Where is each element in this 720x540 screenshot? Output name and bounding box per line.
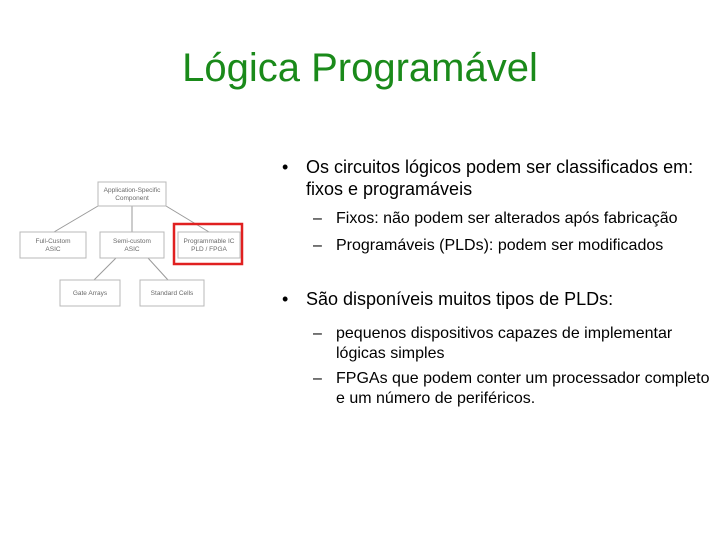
bullet-item: [280, 288, 710, 310]
diagram-box-application-specific: [98, 182, 166, 206]
sub-bullet-text: Programáveis (PLDs): podem ser modificados: [336, 237, 664, 254]
bullet-list: [280, 156, 710, 409]
connector-semicustom-gatearray: [94, 258, 116, 280]
sub-bullet-text: Fixos: não podem ser alterados após fabricação: [336, 210, 678, 227]
slide-title: Lógica Programável: [182, 46, 538, 90]
diagram-label: Component: [115, 195, 149, 202]
bullet-text: Os circuitos lógicos podem ser classificados em: fixos e programáveis: [306, 157, 694, 199]
bullet-marker: •: [282, 289, 289, 309]
sub-bullet-marker: –: [313, 237, 322, 254]
bullet-group-classification: [280, 156, 710, 256]
sub-bullet-marker: –: [313, 370, 322, 387]
diagram-label: ASIC: [124, 246, 140, 253]
sub-bullet-item: [280, 369, 710, 409]
diagram-label: Semi-custom: [113, 238, 151, 245]
diagram-label: Application-Specific: [103, 187, 161, 194]
bullet-text: São disponíveis muitos tipos de PLDs:: [306, 289, 614, 309]
bullet-marker: •: [282, 157, 289, 177]
bullet-group-pld-types: [280, 288, 710, 409]
sub-bullet-text: pequenos dispositivos capazes de implementar lógicas simples: [336, 325, 673, 362]
diagram-box-semi-custom: [100, 232, 164, 258]
diagram-box-gate-arrays: [60, 280, 120, 306]
sub-bullet-item: [280, 324, 710, 364]
diagram-label: Full-Custom: [35, 238, 71, 245]
bullet-item: [280, 156, 710, 200]
sub-bullet-marker: –: [313, 210, 322, 227]
diagram-label: PLD / FPGA: [191, 246, 227, 253]
sub-bullet-marker: –: [313, 325, 322, 342]
asic-hierarchy-diagram: [16, 176, 246, 312]
sub-bullet-item: [280, 209, 710, 229]
diagram-label: Programmable IC: [183, 238, 235, 245]
diagram-box-programmable-ic: [178, 232, 240, 258]
diagram-box-standard-cells: [140, 280, 204, 306]
diagram-label: Gate Arrays: [72, 290, 108, 297]
connector-asc-fullcustom: [54, 206, 98, 232]
connector-asc-pld: [166, 206, 209, 232]
connector-semicustom-stdcell: [148, 258, 168, 280]
diagram-label: ASIC: [45, 246, 61, 253]
sub-bullet-item: [280, 236, 710, 256]
diagram-box-full-custom: [20, 232, 86, 258]
diagram-label: Standard Cells: [150, 290, 194, 297]
sub-bullet-text: FPGAs que podem conter um processador completo e um número de periféricos.: [336, 370, 710, 407]
